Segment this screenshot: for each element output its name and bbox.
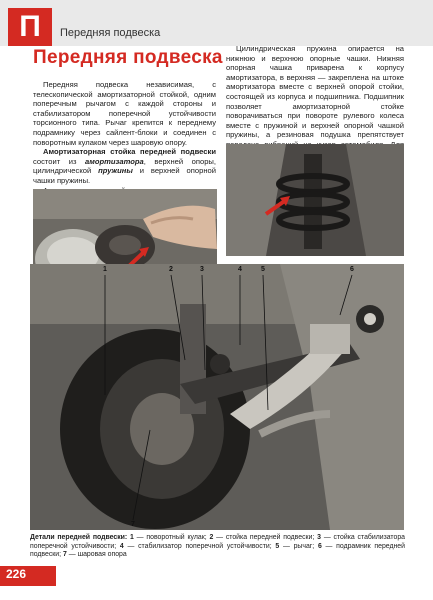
text-run: состоит из [33, 156, 85, 166]
paragraph-1: Передняя подвеска независимая, с телескопической амортизаторной стойкой, одним поперечным рычагом с каждой стороны и стабилизатором поперечной устойчивости торсионного типа. Рычаг крепится к переднему подрамнику через сайлент-блоки и соединен с поворотным кулаком через шаровую опору. [33, 80, 216, 147]
text-run: , верхней опоры, цилиндрической [33, 156, 216, 176]
paragraph-right: Цилиндрическая пружина опирается на нижнюю и верхнюю опорные чашки. Нижняя опорная чашка приварена к корпусу амортизатора, в верхняя — закреплена на штоке амортизатора вместе с верхней опорой стойки, состоящей из корпуса и подшипника. Подшипник позволяет амортизаторной стойке поворачиваться при повороте рулевого колеса вместе с пружиной и верхней опорной чашкой пружины, а резиновая подушка препятствует [226, 44, 404, 140]
caption-text: — стойка передней подвески; [213, 534, 318, 541]
caption-num: 7 [63, 551, 67, 559]
caption-num: 5 [275, 542, 280, 550]
caption-text: — поворотный кулак; [133, 534, 210, 541]
caption-num: 4 [119, 542, 124, 550]
page-title: Передняя подвеска [33, 47, 223, 68]
callout-5: 5 [261, 266, 265, 273]
caption-lead: Детали передней подвески: [30, 534, 131, 541]
figure-caption [30, 534, 405, 560]
caption-num: 6 [317, 542, 322, 550]
caption-num: 3 [317, 534, 321, 541]
callout-2: 2 [169, 266, 173, 273]
callout-4: 4 [238, 266, 242, 273]
section-badge: П [8, 8, 52, 46]
paragraph-2-lead: Амортизаторная стойка передней подвески [43, 147, 216, 157]
callout-7: 7 [131, 521, 135, 528]
caption-num: 1 [130, 534, 134, 541]
caption-text: — шаровая опора [66, 551, 127, 559]
page-number: 226 [6, 567, 27, 581]
caption-num: 2 [209, 534, 214, 541]
caption-text: — рычаг; [279, 542, 318, 550]
term-shock-absorber: амортизатора [84, 156, 144, 166]
section-title: Передняя подвеска [60, 27, 161, 39]
callout-3: 3 [200, 266, 204, 273]
text-run: и верхней опорной чашки пружины. [33, 166, 216, 185]
caption-text: — стойка стабилизатора поперечной устойчивости; [30, 534, 405, 550]
term-spring: пружины [98, 166, 133, 176]
callout-1: 1 [103, 266, 107, 273]
callout-6: 6 [350, 266, 354, 273]
caption-text: — подрамник передней подвески; [30, 542, 405, 559]
caption-text: — стабилизатор поперечной устойчивости; [123, 542, 276, 550]
